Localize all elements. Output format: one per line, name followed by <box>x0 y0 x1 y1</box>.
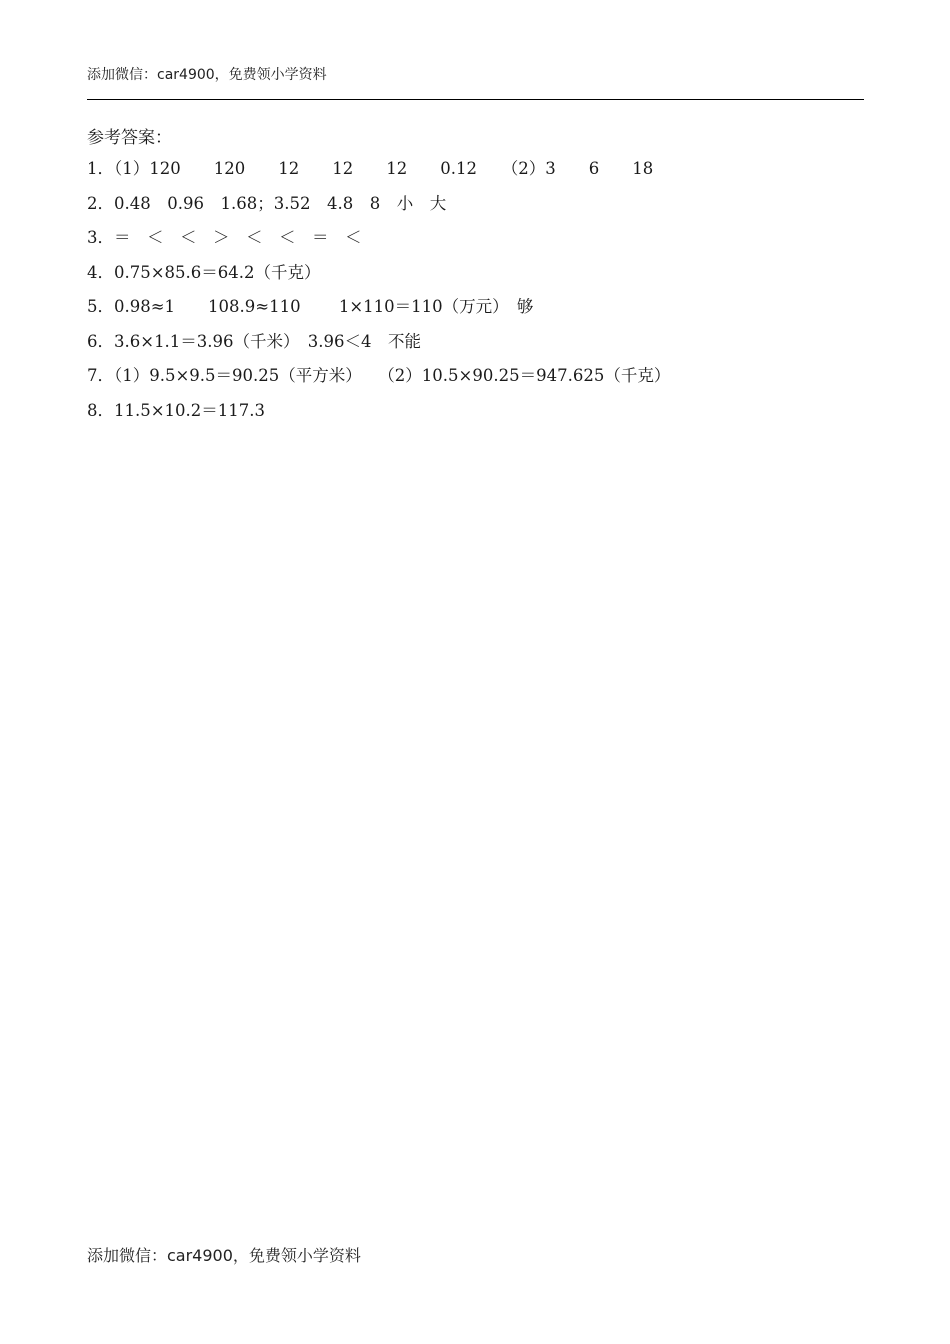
header-watermark: 添加微信：car4900，免费领小学资料 <box>87 67 327 83</box>
answer-line-3: 3．＝ ＜ ＜ ＞ ＜ ＜ ＝ ＜ <box>87 228 362 247</box>
answer-line-7: 7．（1）9.5×9.5＝90.25（平方米） （2）10.5×90.25＝947.625（千克） <box>87 366 671 385</box>
header-divider <box>87 99 864 100</box>
answer-line-5: 5．0.98≈1 108.9≈110 1×110＝110（万元） 够 <box>87 297 534 316</box>
answer-section <box>87 124 867 428</box>
answer-line-8: 8．11.5×10.2＝117.3 <box>87 400 266 420</box>
answer-line-4: 4．0.75×85.6＝64.2（千克） <box>87 262 321 282</box>
answer-heading: 参考答案： <box>87 128 172 148</box>
answer-line-2: 2．0.48 0.96 1.68；3.52 4.8 8 小 大 <box>87 193 447 213</box>
footer-watermark: 添加微信：car4900，免费领小学资料 <box>87 1246 361 1265</box>
answer-line-1: 1．（1）120 120 12 12 12 0.12 （2）3 6 18 <box>87 159 654 178</box>
answer-line-6: 6．3.6×1.1＝3.96（千米） 3.96＜4 不能 <box>87 331 422 351</box>
